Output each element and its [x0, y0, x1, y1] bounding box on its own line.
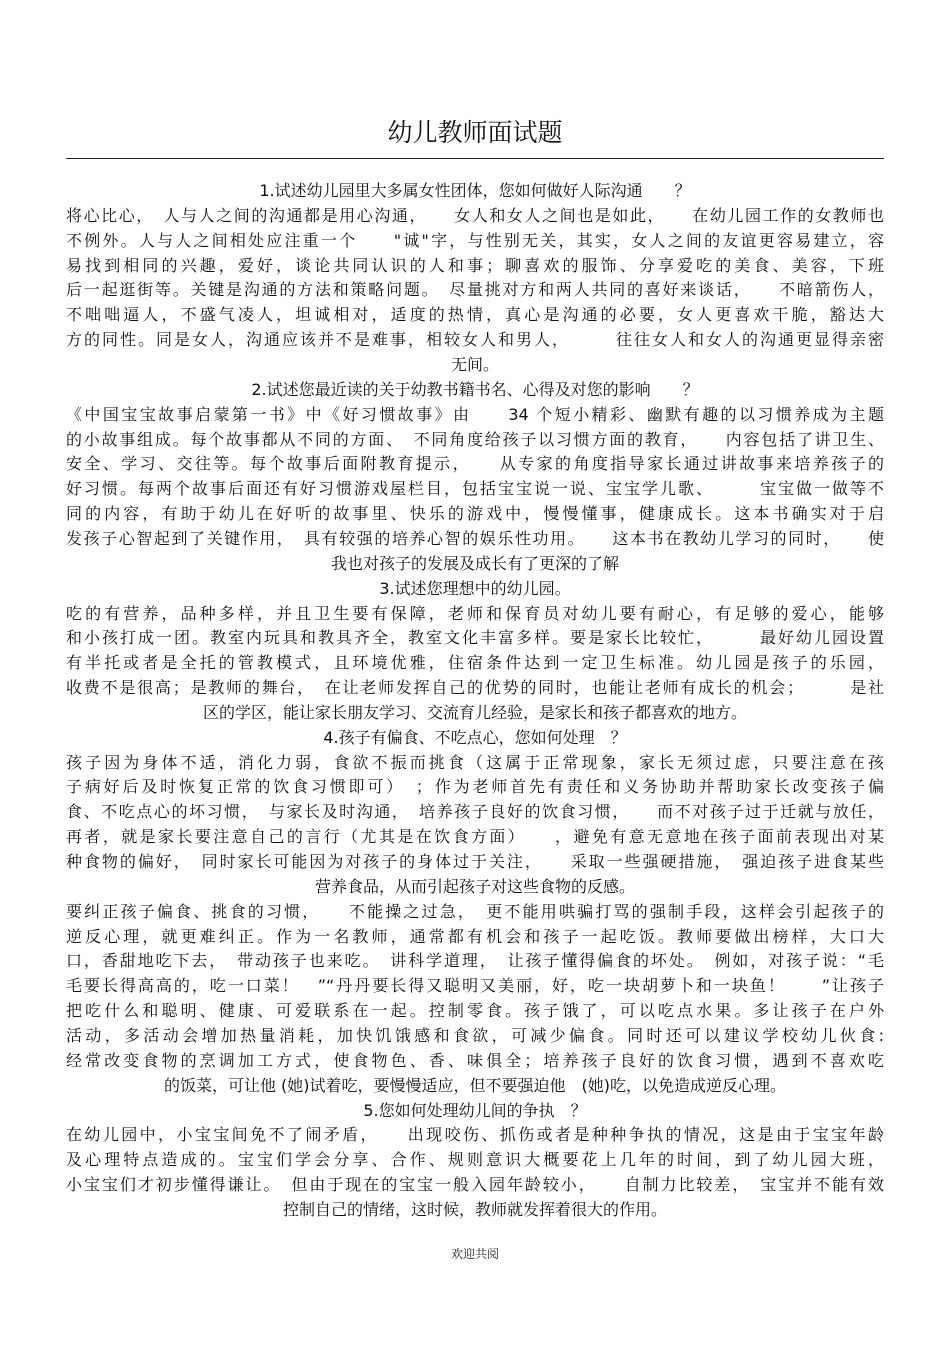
- text-line: 子病好后及时恢复正常的饮食习惯即可） ；作为老师首先有责任和义务协助并帮助家长改变孩子偏: [66, 777, 884, 797]
- text-line: 我也对孩子的发展及成长有了更深的了解: [330, 553, 619, 573]
- text-line: 无间。: [450, 355, 499, 374]
- page-footer: 欢迎共阅: [450, 1247, 499, 1261]
- text-line: 及心理特点造成的。宝宝们学会分享、合作、规则意识大概要花上几年的时间，到了幼儿园大班，: [66, 1150, 884, 1170]
- text-line: 和小孩打成一团。教室内玩具和教具齐全，教室文化丰富多样。要是家长比较忙， 最好幼儿园设置: [66, 628, 884, 648]
- text-line: 吃的有营养，品种多样，并且卫生要有保障，老师和保育员对幼儿要有耐心，有足够的爱心，能够: [66, 603, 884, 623]
- text-line: 方的同性。同是女人，沟通应该并不是难事，相较女人和男人， 往往女人和女人的沟通更显得亲密: [66, 330, 884, 350]
- text-line: 收费不是很高；是教师的舞台， 在让老师发挥自己的优势的同时，也能让老师有成长的机会； 是社: [66, 678, 884, 697]
- text-line: 3.试述您理想中的幼儿园。: [379, 578, 571, 598]
- text-line: 好习惯。每两个故事后面还有好习惯游戏屋栏目，包括宝宝说一说、宝宝学儿歌、 宝宝做一做等不: [66, 479, 884, 499]
- text-line: 同的内容，有助于幼儿在好听的故事里、快乐的游戏中，慢慢懂事，健康成长。这本书确实对于启: [66, 504, 884, 524]
- text-line: 2.试述您最近读的关于幼教书籍书名、心得及对您的影响 ？: [251, 379, 699, 399]
- text-line: 再者，就是家长要注意自己的言行（尤其是在饮食方面） ，避免有意无意地在孩子面前表现出对某: [66, 827, 884, 847]
- text-line: 5.您如何处理幼儿间的争执 ？: [363, 1100, 587, 1120]
- text-line: 孩子因为身体不适，消化力弱，食欲不振而挑食（这属于正常现象，家长无须过虑，只要注意在孩: [66, 752, 884, 772]
- text-line: 控制自己的情绪，这时候，教师就发挥着很大的作用。: [282, 1199, 667, 1219]
- text-line: 经常改变食物的烹调加工方式，使食物色、香、味俱全；培养孩子良好的饮食习惯，遇到不喜欢吃: [66, 1050, 884, 1070]
- text-line: 逆反心理，就更难纠正。作为一名教师，通常都有机会和孩子一起吃饭。教师要做出榜样，大口大: [66, 926, 884, 946]
- text-line: 区的学区，能让家长朋友学习、交流育儿经验，是家长和孩子都喜欢的地方。: [202, 702, 747, 722]
- title-divider: [66, 158, 884, 159]
- text-line: 《中国宝宝故事启蒙第一书》中《好习惯故事》由 34 个短小精彩、幽默有趣的以习惯养成为主题: [66, 404, 884, 424]
- text-line: 的小故事组成。每个故事都从不同的方面、 不同角度给孩子以习惯方面的教育， 内容包括了讲卫生、: [66, 429, 884, 449]
- text-line: 种食物的偏好， 同时家长可能因为对孩子的身体过于关注， 采取一些强硬措施， 强迫孩子进食某些: [66, 852, 884, 871]
- text-line: 1.试述幼儿园里大多属女性团体，您如何做好人际沟通 ？: [259, 181, 691, 200]
- text-line: 小宝宝们才初步懂得谦让。 但由于现在的宝宝一般入园年龄较小， 自制力比较差， 宝宝并不能有效: [66, 1175, 884, 1194]
- text-line: 不例外。人与人之间相处应注重一个 "诚"字，与性别无关，其实，女人之间的友谊更容易建立，容: [66, 230, 884, 250]
- text-line: 在幼儿园中，小宝宝间免不了闹矛盾， 出现咬伤、抓伤或者是种种争执的情况，这是由于宝宝年龄: [66, 1125, 884, 1145]
- text-line: 易找到相同的兴趣，爱好，谈论共同认识的人和事；聊喜欢的服饰、分享爱吃的美食、美容，下班: [66, 255, 884, 275]
- text-line: 将心比心， 人与人之间的沟通都是用心沟通， 女人和女人之间也是如此， 在幼儿园工作的女教师也: [66, 205, 884, 225]
- text-line: 不咄咄逼人，不盛气凌人，坦诚相对，适度的热情，真心是沟通的必要，女人更喜欢干脆，豁达大: [66, 305, 884, 325]
- text-line: 活动，多活动会增加热量消耗，加快饥饿感和食欲，可减少偏食。同时还可以建议学校幼儿伙食:: [66, 1025, 884, 1045]
- text-line: 有半托或者是全托的管教模式，且环境优雅，住宿条件达到一定卫生标准。幼儿园是孩子的乐园，: [66, 653, 884, 673]
- page-title: 幼儿教师面试题: [387, 118, 563, 147]
- text-line: 发孩子心智起到了关键作用， 具有较强的培养心智的娱乐性功用。 这本书在教幼儿学习的同时， 使: [66, 528, 884, 548]
- text-line: 4.孩子有偏食、不吃点心，您如何处理 ？: [323, 727, 627, 747]
- text-line: 要纠正孩子偏食、挑食的习惯， 不能操之过急， 更不能用哄骗打骂的强制手段，这样会引起孩子的: [66, 901, 884, 921]
- text-line: 口，香甜地吃下去， 带动孩子也来吃。 讲科学道理， 让孩子懂得偏食的坏处。 例如，对孩子说：“毛: [66, 951, 884, 971]
- text-line: 后一起逛街等。关键是沟通的方法和策略问题。 尽量挑对方和两人共同的喜好来谈话， 不暗箭伤人，: [66, 280, 884, 300]
- text-line: 食、不吃点心的坏习惯， 与家长及时沟通， 培养孩子良好的饮食习惯， 而不对孩子过于迁就与放任，: [66, 802, 884, 822]
- text-line: 营养食品，从而引起孩子对这些食物的反感。: [314, 876, 635, 896]
- text-line: 的饭菜，可让他 (她)试着吃，要慢慢适应，但不要强迫他 (她)吃，以免造成逆反心理。: [163, 1075, 787, 1095]
- text-line: 把吃什么和聪明、健康、可爱联系在一起。控制零食。孩子饿了，可以吃点水果。多让孩子在户外: [66, 1001, 884, 1021]
- text-line: 毛要长得高高的，吃一口菜！ ”“丹丹要长得又聪明又美丽，好，吃一块胡萝卜和一块鱼！ ”让孩子: [66, 976, 884, 996]
- text-line: 安全、学习、交往等。每个故事后面附教育提示， 从专家的角度指导家长通过讲故事来培养孩子的: [66, 454, 884, 474]
